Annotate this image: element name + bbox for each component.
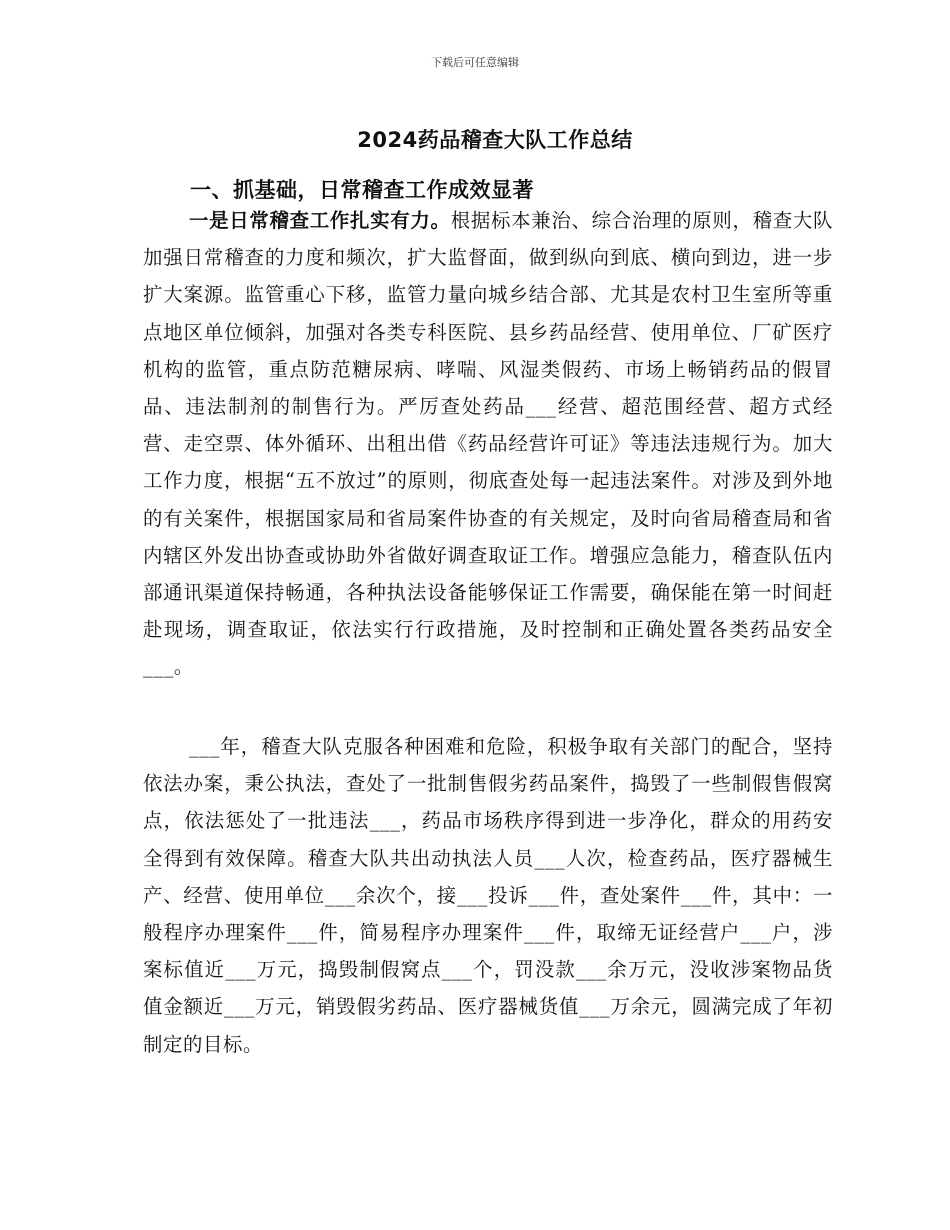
document-title: 2024药品稽查大队工作总结 <box>357 128 633 152</box>
section-heading: 一、抓基础，日常稽查工作成效显著 <box>190 178 534 202</box>
body-paragraph <box>143 728 833 1063</box>
paragraph-text: 根据标本兼治、综合治理的原则，稽查大队加强日常稽查的力度和频次，扩大监督面，做到纵向到底、横向到边，进一步扩大案源。监管重心下移，监管力量向城乡结合部、尤其是农村卫生室所等重点地区单位倾斜，加强对各类专科医院、县乡药品经营、使用单位、厂矿医疗机构的监管，重点防范糖尿病、哮喘、风湿类假药、市场上畅销药品的假冒品、违法制剂的制售行为。严厉查处药品___经营、超范围经营、超方式经营、走空票、体外循环、出租出借《药品经营许可证》等违法违规行为。加大工作力度，根据“五不放过”的原则，彻底查处每一起违法案件。对涉及到外地的有关案件，根据国家局和省局案件协查的有关规定，及时向省局稽查局和省内辖区外发出协查或协助外省做好调查取证工作。增强应急能力，稽查队伍内部通讯渠道保持畅通，各种执法设备能够保证工作需要，确保能在第一时间赶赴现场，调查取证，依法实行行政措施，及时控制和正确处置各类药品安全___。 <box>143 209 833 679</box>
header-note: 下载后可任意编辑 <box>431 56 519 69</box>
paragraph-text: ___年，稽查大队克服各种困难和危险，积极争取有关部门的配合，坚持依法办案，秉公执法，查处了一批制售假劣药品案件，捣毁了一些制假售假窝点，依法惩处了一批违法___，药品市场秩序得到进一步净化，群众的用药安全得到有效保障。稽查大队共出动执法人员___人次，检查药品，医疗器械生产、经营、使用单位___余次个，接___投诉___件，查处案件___件，其中：一般程序办理案件___件，简易程序办理案件___件，取缔无证经营户___户，涉案标值近___万元，捣毁制假窝点___个，罚没款___余万元，没收涉案物品货值金额近___万元，销毁假劣药品、医疗器械货值___万余元，圆满完成了年初制定的目标。 <box>143 735 833 1056</box>
body-paragraph <box>143 202 833 686</box>
paragraph-lead: 一是日常稽查工作扎实有力。 <box>189 209 451 232</box>
